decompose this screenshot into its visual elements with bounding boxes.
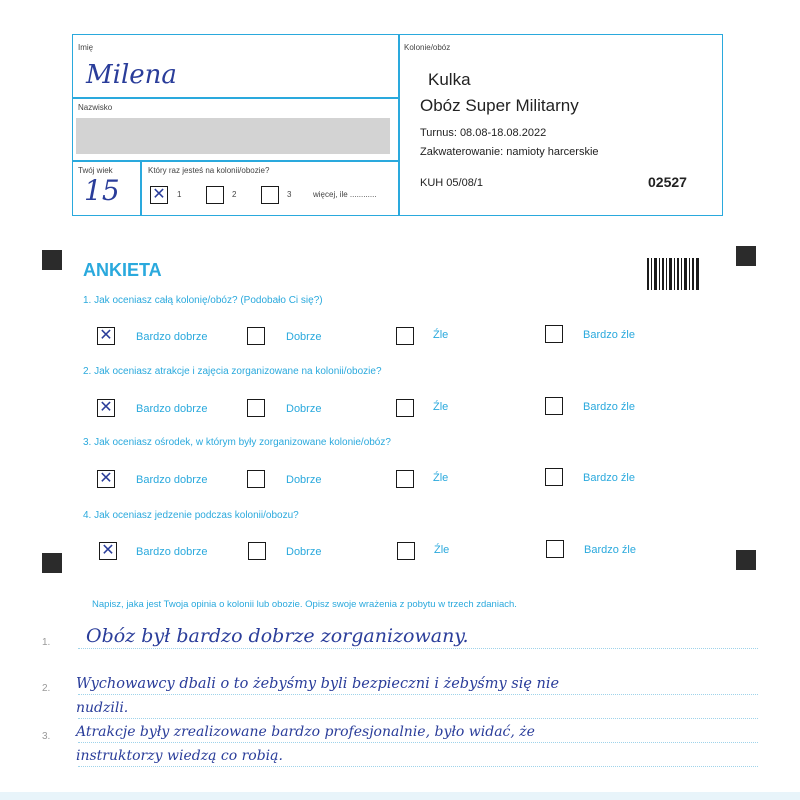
answer-line-2b[interactable]: [78, 718, 758, 719]
q1-option-dobrze-label: Dobrze: [286, 331, 322, 343]
q3-option-bardzo-dobrze-label: Bardzo dobrze: [136, 474, 208, 486]
answer-line-1[interactable]: [78, 648, 758, 649]
form-number: 02527: [648, 174, 687, 190]
q2-option-dobrze-checkbox[interactable]: [247, 399, 265, 417]
q3-option-zle-checkbox[interactable]: [396, 470, 414, 488]
line-number-3: 3.: [42, 731, 51, 742]
q3-option-bardzo-zle-label: Bardzo źle: [583, 472, 635, 484]
registration-mark-bottom-right: [736, 550, 756, 570]
ktory-raz-label: Który raz jesteś na kolonii/obozie?: [148, 166, 270, 175]
q4-option-zle-checkbox[interactable]: [397, 542, 415, 560]
header-divider-vertical: [398, 34, 400, 215]
q3-option-zle-label: Źle: [433, 472, 449, 484]
turnus: Turnus: 08.08-18.08.2022: [420, 127, 547, 139]
q1-option-zle-checkbox[interactable]: [396, 327, 414, 345]
wiek-label: Twój wiek: [78, 166, 113, 175]
q4-option-bardzo-zle-checkbox[interactable]: [546, 540, 564, 558]
q4-option-bardzo-dobrze-checkbox[interactable]: ✕: [99, 542, 117, 560]
q2-option-bardzo-dobrze-label: Bardzo dobrze: [136, 403, 208, 415]
wiek-value: 15: [84, 174, 120, 207]
q1-option-zle-label: Źle: [433, 329, 449, 341]
opinion-prompt: Napisz, jaka jest Twoja opinia o kolonii lub obozie. Opisz swoje wrażenia z pobytu w trzech zdaniach.: [92, 599, 517, 610]
wiecej-label: więcej, ile ............: [313, 190, 377, 199]
ktory-raz-option-3: 3: [287, 190, 292, 199]
line-number-2: 2.: [42, 683, 51, 694]
registration-mark-top-left: [42, 250, 62, 270]
question-2-text: 2. Jak oceniasz atrakcje i zajęcia zorganizowane na kolonii/obozie?: [83, 366, 382, 377]
question-1-text: 1. Jak oceniasz całą kolonię/obóz? (Podobało Ci się?): [83, 295, 323, 306]
q2-option-bardzo-zle-label: Bardzo źle: [583, 401, 635, 413]
barcode: [647, 258, 699, 290]
question-4-text: 4. Jak oceniasz jedzenie podczas kolonii/obozu?: [83, 510, 299, 521]
q2-option-bardzo-dobrze-checkbox[interactable]: ✕: [97, 399, 115, 417]
q4-option-dobrze-label: Dobrze: [286, 546, 322, 558]
q4-option-dobrze-checkbox[interactable]: [248, 542, 266, 560]
q1-option-dobrze-checkbox[interactable]: [247, 327, 265, 345]
opinion-sentence-3: Atrakcje były zrealizowane bardzo profesjonalnie, było widać, że: [76, 724, 535, 740]
opinion-sentence-2-continued: nudzili.: [76, 700, 129, 716]
q3-option-dobrze-label: Dobrze: [286, 474, 322, 486]
ktory-raz-option-2: 2: [232, 190, 237, 199]
header-divider-h2: [72, 160, 399, 162]
opinion-sentence-3-continued: instruktorzy wiedzą co robią.: [76, 748, 283, 764]
line-number-1: 1.: [42, 637, 51, 648]
registration-mark-bottom-left: [42, 553, 62, 573]
imie-value: Milena: [86, 60, 177, 90]
question-3-text: 3. Jak oceniasz ośrodek, w którym były zorganizowane kolonie/obóz?: [83, 437, 391, 448]
page-bottom-edge: [0, 792, 800, 800]
q3-option-bardzo-zle-checkbox[interactable]: [545, 468, 563, 486]
q2-option-zle-label: Źle: [433, 401, 449, 413]
opinion-sentence-1: Obóz był bardzo dobrze zorganizowany.: [86, 625, 469, 647]
header-divider-age: [140, 160, 142, 215]
nazwisko-redacted: [76, 118, 390, 154]
camp-name: Obóz Super Militarny: [420, 96, 579, 115]
q2-option-bardzo-zle-checkbox[interactable]: [545, 397, 563, 415]
registration-mark-top-right: [736, 246, 756, 266]
q3-option-dobrze-checkbox[interactable]: [247, 470, 265, 488]
kolonie-label: Kolonie/obóz: [404, 43, 451, 52]
answer-line-2a[interactable]: [78, 694, 758, 695]
q3-option-bardzo-dobrze-checkbox[interactable]: ✕: [97, 470, 115, 488]
q1-option-bardzo-zle-label: Bardzo źle: [583, 329, 635, 341]
q4-option-bardzo-zle-label: Bardzo źle: [584, 544, 636, 556]
q4-option-bardzo-dobrze-label: Bardzo dobrze: [136, 546, 208, 558]
answer-line-3b[interactable]: [78, 766, 758, 767]
ktory-raz-checkbox-3[interactable]: [261, 186, 279, 204]
opinion-sentence-2: Wychowawcy dbali o to żebyśmy byli bezpieczni i żebyśmy się nie: [76, 676, 560, 692]
q1-option-bardzo-zle-checkbox[interactable]: [545, 325, 563, 343]
ktory-raz-checkbox-1[interactable]: ✕: [150, 186, 168, 204]
answer-line-3a[interactable]: [78, 742, 758, 743]
survey-title: ANKIETA: [83, 260, 162, 280]
q2-option-dobrze-label: Dobrze: [286, 403, 322, 415]
ktory-raz-checkbox-2[interactable]: [206, 186, 224, 204]
camp-code: KUH 05/08/1: [420, 177, 483, 189]
q1-option-bardzo-dobrze-checkbox[interactable]: ✕: [97, 327, 115, 345]
org-name: Kulka: [428, 70, 471, 89]
nazwisko-label: Nazwisko: [78, 103, 113, 112]
zakwaterowanie: Zakwaterowanie: namioty harcerskie: [420, 146, 599, 158]
q2-option-zle-checkbox[interactable]: [396, 399, 414, 417]
header-divider-h1: [72, 97, 399, 99]
q4-option-zle-label: Źle: [434, 544, 450, 556]
imie-label: Imię: [78, 43, 94, 52]
ktory-raz-option-1: 1: [177, 190, 182, 199]
q1-option-bardzo-dobrze-label: Bardzo dobrze: [136, 331, 208, 343]
